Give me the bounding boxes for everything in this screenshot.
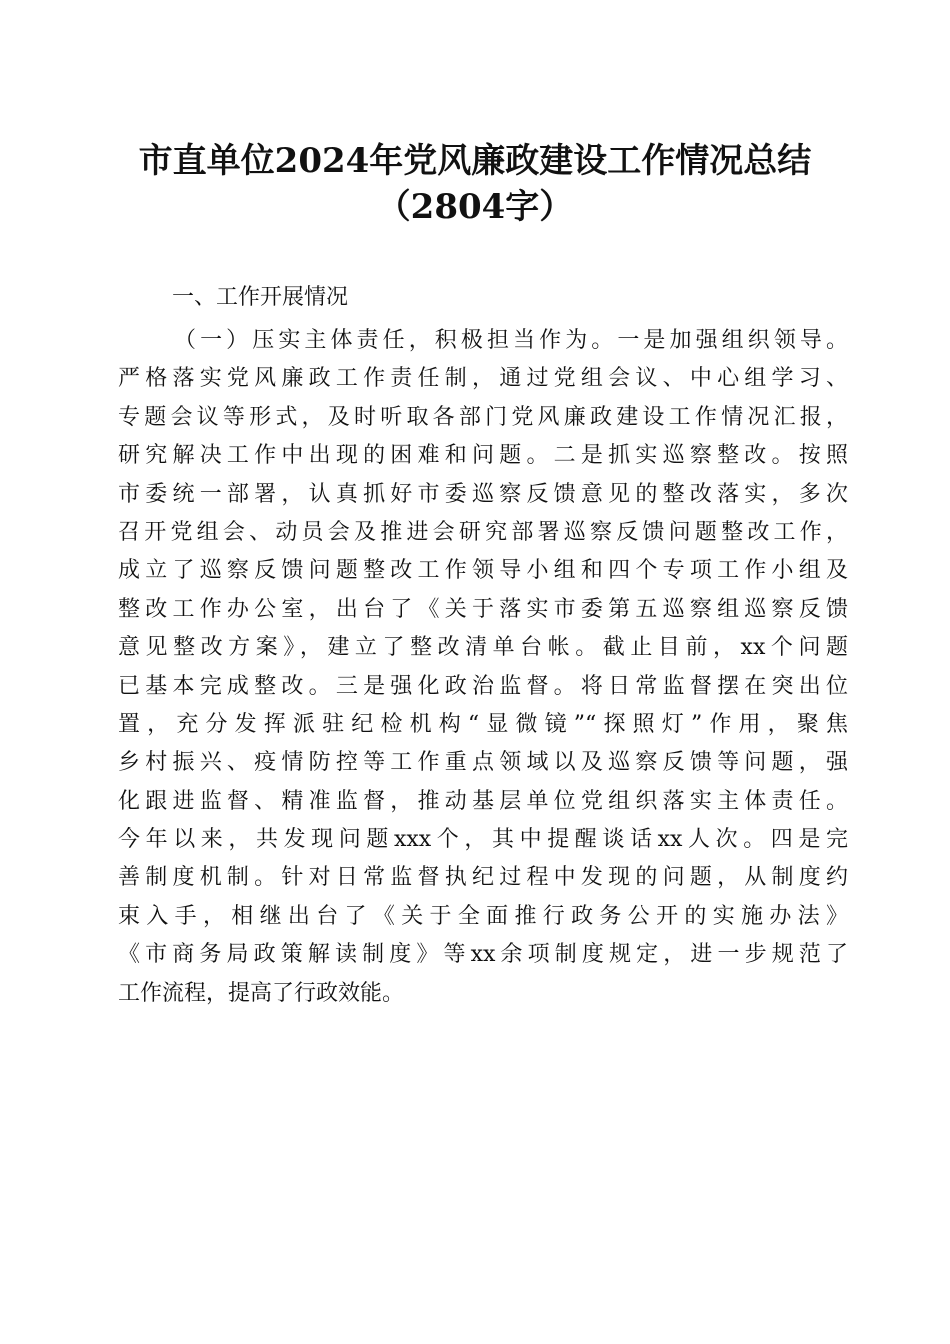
paragraph-line: 置，充分发挥派驻纪检机构“显微镜”“探照灯”作用，聚焦 [118, 711, 848, 737]
paragraph-line: 今年以来，共发现问题xxx个，其中提醒谈话xx人次。四是完 [118, 827, 848, 853]
paragraph-line: 市委统一部署，认真抓好市委巡察反馈意见的整改落实，多次 [118, 481, 848, 507]
title-line-2: （2804字） [376, 187, 574, 227]
section-heading: 一、工作开展情况 [172, 285, 349, 310]
paragraph-body [118, 322, 848, 1013]
paragraph-line: 召开党组会、动员会及推进会研究部署巡察反馈问题整改工作， [118, 519, 848, 545]
paragraph-line: 束入手，相继出台了《关于全面推行政务公开的实施办法》 [118, 903, 848, 929]
paragraph-line: 乡村振兴、疫情防控等工作重点领域以及巡察反馈等问题，强 [118, 750, 848, 776]
paragraph-line: 化跟进监督、精准监督，推动基层单位党组织落实主体责任。 [118, 788, 848, 814]
paragraph-line: 工作流程，提高了行政效能。 [118, 980, 405, 1006]
title-line-1: 市直单位2024年党风廉政建设工作情况总结 [138, 141, 812, 181]
paragraph-line: 研究解决工作中出现的困难和问题。二是抓实巡察整改。按照 [118, 443, 848, 469]
paragraph-line: 整改工作办公室，出台了《关于落实市委第五巡察组巡察反馈 [118, 596, 848, 622]
paragraph-line: 《市商务局政策解读制度》等xx余项制度规定，进一步规范了 [118, 942, 848, 968]
document-title [0, 138, 950, 230]
paragraph-line: 善制度机制。针对日常监督执纪过程中发现的问题，从制度约 [118, 865, 848, 891]
paragraph-line: 意见整改方案》，建立了整改清单台帐。截止目前，xx个问题 [118, 635, 848, 661]
paragraph-line: （一）压实主体责任，积极担当作为。一是加强组织领导。 [174, 328, 848, 353]
paragraph-line: 严格落实党风廉政工作责任制，通过党组会议、中心组学习、 [118, 366, 848, 392]
paragraph-line: 专题会议等形式，及时听取各部门党风廉政建设工作情况汇报， [118, 404, 848, 430]
paragraph-line: 成立了巡察反馈问题整改工作领导小组和四个专项工作小组及 [118, 558, 848, 584]
paragraph-line: 已基本完成整改。三是强化政治监督。将日常监督摆在突出位 [118, 673, 848, 699]
